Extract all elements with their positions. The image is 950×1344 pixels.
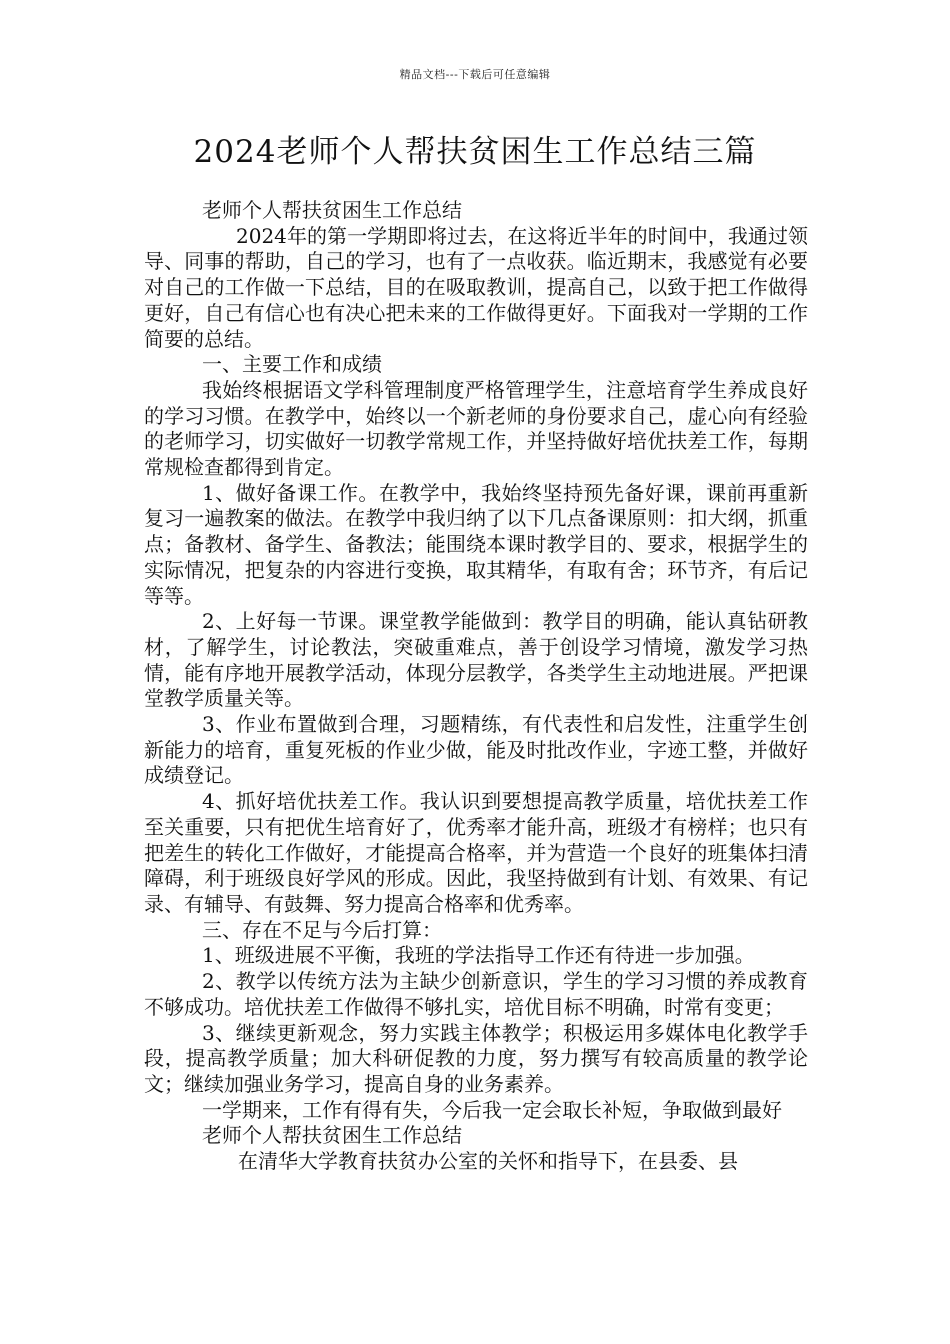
paragraph: 我始终根据语文学科管理制度严格管理学生，注意培育学生养成良好的学习习惯。在教学中，始终以一个新老师的身份要求自己，虚心向有经验的老师学习，切实做好一切教学常规工作，并坚持做好培优扶差工作，每期常规检查都得到肯定。 [144,377,808,480]
document-title: 2024老师个人帮扶贫困生工作总结三篇 [193,134,757,170]
paragraph: 2024年的第一学期即将过去，在这将近半年的时间中，我通过领导、同事的帮助，自己的学习，也有了一点收获。临近期末，我感觉有必要对自己的工作做一下总结，目的在吸取教训，提高自己，以致于把工作做得更好，自己有信心也有决心把未来的工作做得更好。下面我对一学期的工作简要的总结。 [144,223,808,351]
page-header: 精品文档---下载后可任意编辑 [399,68,551,81]
paragraph: 2、上好每一节课。课堂教学能做到：教学目的明确，能认真钻研教材，了解学生，讨论教法，突破重难点，善于创设学习情境，激发学习热情，能有序地开展教学活动，体现分层教学，各类学生主动地进展。严把课堂教学质量关等。 [144,609,808,711]
section-heading: 一、主要工作和成绩 [202,352,382,377]
paragraph: 在清华大学教育扶贫办公室的关怀和指导下，在县委、县 [238,1149,738,1174]
paragraph: 1、班级进展不平衡，我班的学法指导工作还有待进一步加强。 [202,943,755,968]
document-body [144,198,808,1175]
paragraph: 1、做好备课工作。在教学中，我始终坚持预先备好课，课前再重新复习一遍教案的做法。在教学中我归纳了以下几点备课原则：扣大纲，抓重点；备教材、备学生、备教法；能围绕本课时教学目的、要求，根据学生的实际情况，把复杂的内容进行变换，取其精华，有取有舍；环节齐，有后记等等。 [144,480,808,608]
paragraph: 一学期来，工作有得有失，今后我一定会取长补短，争取做到最好 [202,1097,782,1122]
section-heading: 老师个人帮扶贫困生工作总结 [202,1123,462,1148]
paragraph: 3、继续更新观念，努力实践主体教学；积极运用多媒体电化教学手段，提高教学质量；加大科研促教的力度，努力撰写有较高质量的教学论文；继续加强业务学习，提高自身的业务素养。 [144,1020,808,1096]
section-heading: 三、存在不足与今后打算： [202,917,442,942]
section-heading: 老师个人帮扶贫困生工作总结 [202,198,462,222]
paragraph: 4、抓好培优扶差工作。我认识到要想提高教学质量，培优扶差工作至关重要，只有把优生培育好了，优秀率才能升高，班级才有榜样；也只有把差生的转化工作做好，才能提高合格率，并为营造一个良好的班集体扫清障碍，利于班级良好学风的形成。因此，我坚持做到有计划、有效果、有记录、有辅导、有鼓舞、努力提高合格率和优秀率。 [144,789,808,916]
paragraph: 2、教学以传统方法为主缺少创新意识，学生的学习习惯的养成教育不够成功。培优扶差工作做得不够扎实，培优目标不明确，时常有变更； [144,969,808,1019]
paragraph: 3、作业布置做到合理，习题精练，有代表性和启发性，注重学生创新能力的培育，重复死板的作业少做，能及时批改作业，字迹工整，并做好成绩登记。 [144,712,808,788]
